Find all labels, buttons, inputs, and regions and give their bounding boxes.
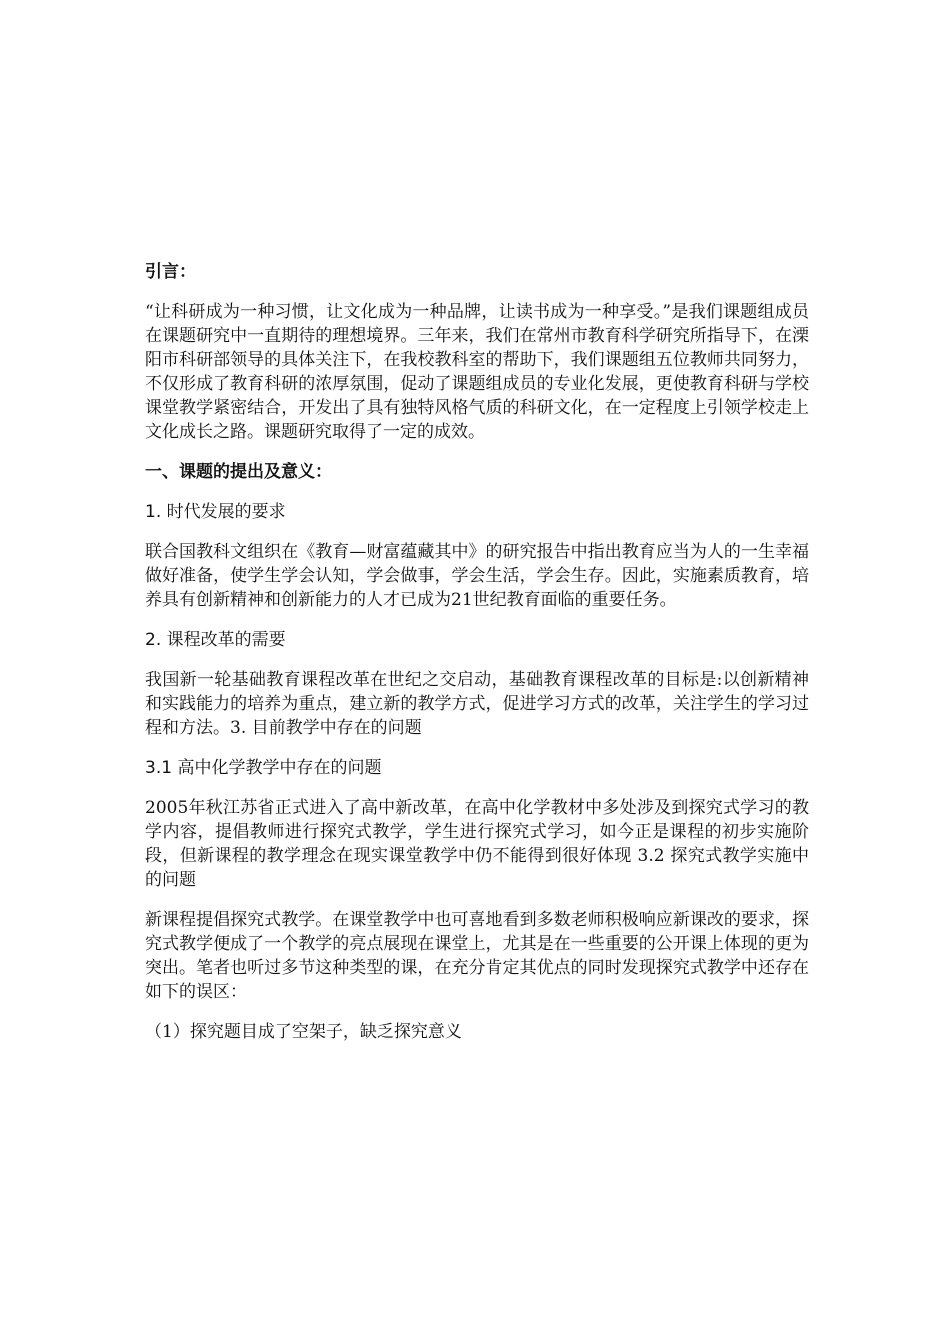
subsection-2-paragraph: 我国新一轮基础教育课程改革在世纪之交启动，基础教育课程改革的目标是:以创新精神和实践能力的培养为重点，建立新的教学方式，促进学习方式的改革，关注学生的学习过程和方法。3. 目前教学中存在的问题 — [145, 670, 809, 738]
intro-paragraph: “让科研成为一种习惯，让文化成为一种品牌，让读书成为一种享受。”是我们课题组成员在课题研究中一直期待的理想境界。三年来，我们在常州市教育科学研究所指导下，在溧阳市科研部领导的具体关注下，在我校教科室的帮助下，我们课题组五位教师共同努力，不仅形成了教育科研的浓厚氛围，促动了课题组成员的专业化发展，更使教育科研与学校课堂教学紧密结合，开发出了具有独特风格气质的科研文化，在一定程度上引领学校走上文化成长之路。课题研究取得了一定的成效。 — [145, 302, 809, 442]
subsection-1-paragraph: 联合国教科文组织在《教育—财富蕴藏其中》的研究报告中指出教育应当为人的一生幸福做好准备，使学生学会认知，学会做事，学会生活，学会生存。因此，实施素质教育，培养具有创新精神和创新能力的人才已成为21世纪教育面临的重要任务。 — [145, 542, 809, 610]
subsection-3-1-title: 3.1 高中化学教学中存在的问题 — [145, 758, 382, 778]
intro-heading: 引言： — [145, 262, 196, 282]
document-page — [145, 260, 809, 1044]
subsection-1-title: 1. 时代发展的要求 — [145, 502, 286, 522]
subsection-2-title: 2. 课程改革的需要 — [145, 630, 286, 650]
subsection-3-1-paragraph: 2005年秋江苏省正式进入了高中新改革，在高中化学教材中多处涉及到探究式学习的教学内容，提倡教师进行探究式教学，学生进行探究式学习，如今正是课程的初步实施阶段，但新课程的教学理念在现实课堂教学中仍不能得到很好体现 3.2 探究式教学实施中的问题 — [145, 798, 809, 890]
list-item-1: （1）探究题目成了空架子，缺乏探究意义 — [145, 1022, 462, 1042]
section1-heading: 一、课题的提出及意义： — [145, 462, 332, 482]
subsection-3-2-paragraph: 新课程提倡探究式教学。在课堂教学中也可喜地看到多数老师积极响应新课改的要求，探究式教学便成了一个教学的亮点展现在课堂上，尤其是在一些重要的公开课上体现的更为突出。笔者也听过多节这种类型的课，在充分肯定其优点的同时发现探究式教学中还存在如下的误区： — [145, 910, 809, 1002]
